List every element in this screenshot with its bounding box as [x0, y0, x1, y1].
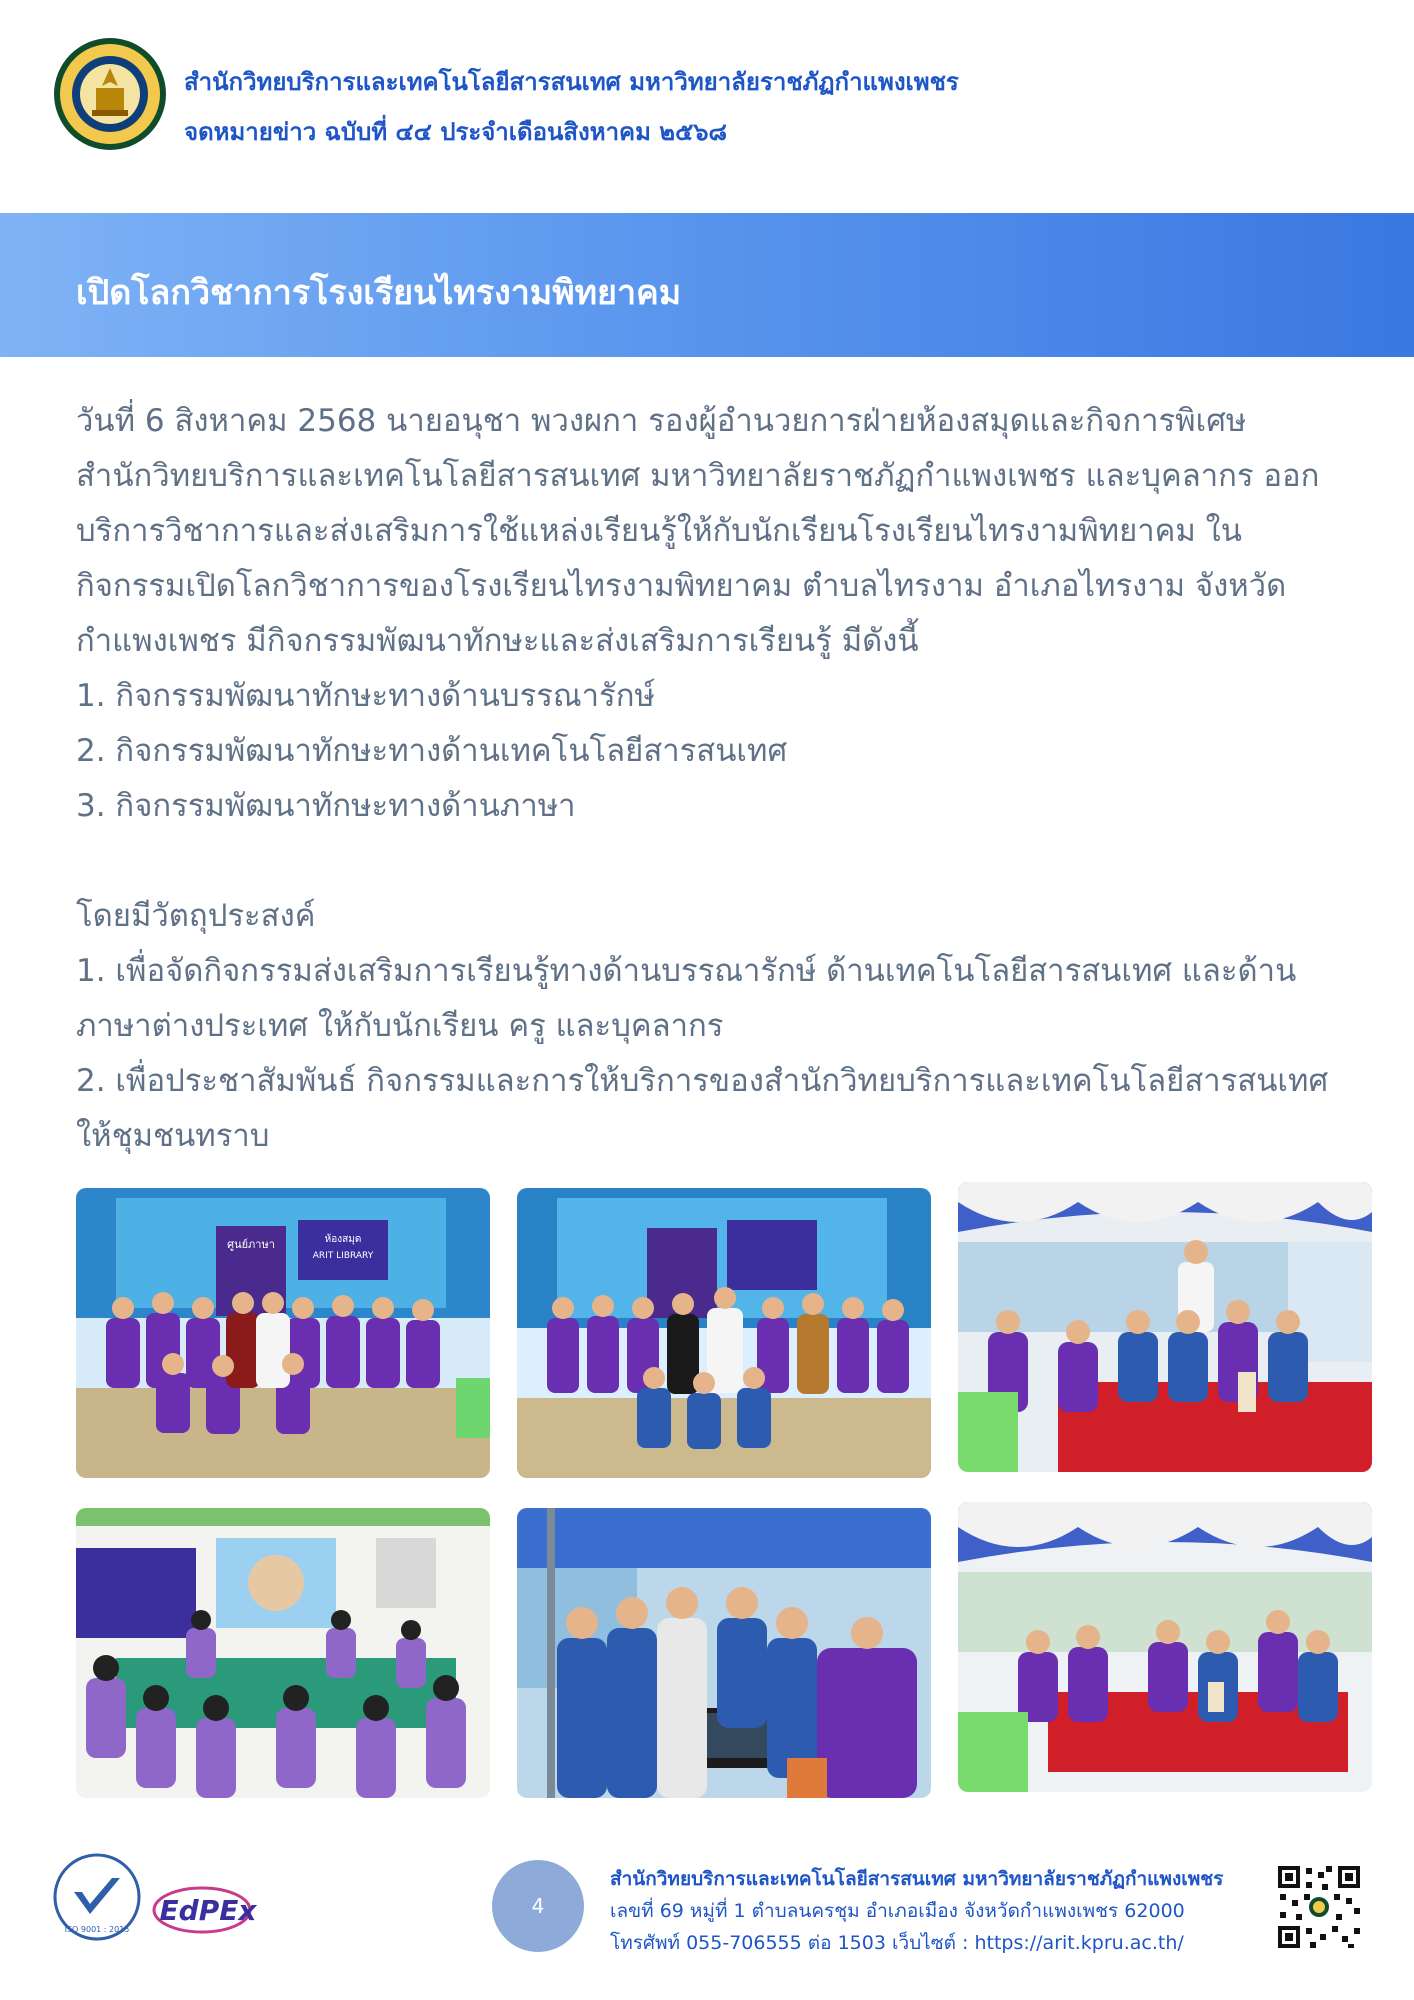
objectives-heading: โดยมีวัตถุประสงค์ — [76, 898, 316, 934]
activity-item: 1. กิจกรรมพัฒนาทักษะทางด้านบรรณารักษ์ — [76, 678, 655, 714]
language-center-sign: ศูนย์ภาษา — [227, 1238, 275, 1251]
article-title: เปิดโลกวิชาการโรงเรียนไทรงามพิทยาคม — [76, 273, 682, 313]
article-body — [76, 394, 1366, 1164]
library-sign-th: ห้องสมุด — [324, 1234, 362, 1245]
library-sign-en: ARIT LIBRARY — [312, 1251, 374, 1261]
footer-contact[interactable]: โทรศัพท์ 055-706555 ต่อ 1503 เว็บไซต์ : https://arit.kpru.ac.th/ — [610, 1932, 1184, 1954]
photo-activity-tent-2 — [958, 1502, 1372, 1792]
page-number: 4 — [492, 1860, 584, 1952]
objective-line: ให้ชุมชนทราบ — [76, 1118, 270, 1154]
edpex-logo-icon — [150, 1880, 280, 1936]
paragraph-line: วันที่ 6 สิงหาคม 2568 นายอนุชา พวงผกา รองผู้อำนวยการฝ่ายห้องสมุดและกิจการพิเศษ — [76, 403, 1247, 439]
svg-text:ISO 9001 : 2015: ISO 9001 : 2015 — [64, 1925, 130, 1934]
paragraph-line: สำนักวิทยบริการและเทคโนโลยีสารสนเทศ มหาวิทยาลัยราชภัฏกำแพงเพชร และบุคลากร ออก — [76, 458, 1320, 494]
svg-text:EdPEx: EdPEx — [159, 1894, 257, 1927]
photo-computer-demo — [517, 1508, 931, 1798]
newsletter-issue: จดหมายข่าว ฉบับที่ ๔๔ ประจำเดือนสิงหาคม ๒๕๖๘ — [184, 118, 728, 146]
objective-line: 2. เพื่อประชาสัมพันธ์ กิจกรรมและการให้บริการของสำนักวิทยบริการและเทคโนโลยีสารสนเทศ — [76, 1063, 1329, 1099]
university-seal-icon — [52, 36, 168, 152]
photo-activity-tent-1 — [958, 1182, 1372, 1472]
title-banner — [0, 213, 1414, 357]
paragraph-line: บริการวิชาการและส่งเสริมการใช้แหล่งเรียนรู้ให้กับนักเรียนโรงเรียนไทรงามพิทยาคม ใน — [76, 513, 1242, 549]
newsletter-header — [0, 0, 1414, 210]
photo-classroom — [76, 1508, 490, 1798]
activity-item: 2. กิจกรรมพัฒนาทักษะทางด้านเทคโนโลยีสารสนเทศ — [76, 733, 788, 769]
footer-address: เลขที่ 69 หมู่ที่ 1 ตำบลนครชุม อำเภอเมือง จังหวัดกำแพงเพชร 62000 — [610, 1900, 1185, 1922]
paragraph-line: กิจกรรมเปิดโลกวิชาการของโรงเรียนไทรงามพิทยาคม ตำบลไทรงาม อำเภอไทรงาม จังหวัด — [76, 568, 1287, 604]
iso-certification-icon — [52, 1852, 142, 1942]
activity-item: 3. กิจกรรมพัฒนาทักษะทางด้านภาษา — [76, 788, 576, 824]
objective-line: 1. เพื่อจัดกิจกรรมส่งเสริมการเรียนรู้ทางด้านบรรณารักษ์ ด้านเทคโนโลยีสารสนเทศ และด้าน — [76, 953, 1297, 989]
photo-group-library-1 — [76, 1188, 490, 1478]
paragraph-line: กำแพงเพชร มีกิจกรรมพัฒนาทักษะและส่งเสริมการเรียนรู้ มีดังนี้ — [76, 623, 919, 659]
header-org-name: สำนักวิทยบริการและเทคโนโลยีสารสนเทศ มหาวิทยาลัยราชภัฏกำแพงเพชร — [184, 68, 959, 96]
qr-code-icon[interactable] — [1276, 1864, 1362, 1950]
objective-line: ภาษาต่างประเทศ ให้กับนักเรียน ครู และบุคลากร — [76, 1008, 724, 1044]
footer-org-name: สำนักวิทยบริการและเทคโนโลยีสารสนเทศ มหาวิทยาลัยราชภัฏกำแพงเพชร — [610, 1868, 1224, 1890]
photo-group-library-2 — [517, 1188, 931, 1478]
